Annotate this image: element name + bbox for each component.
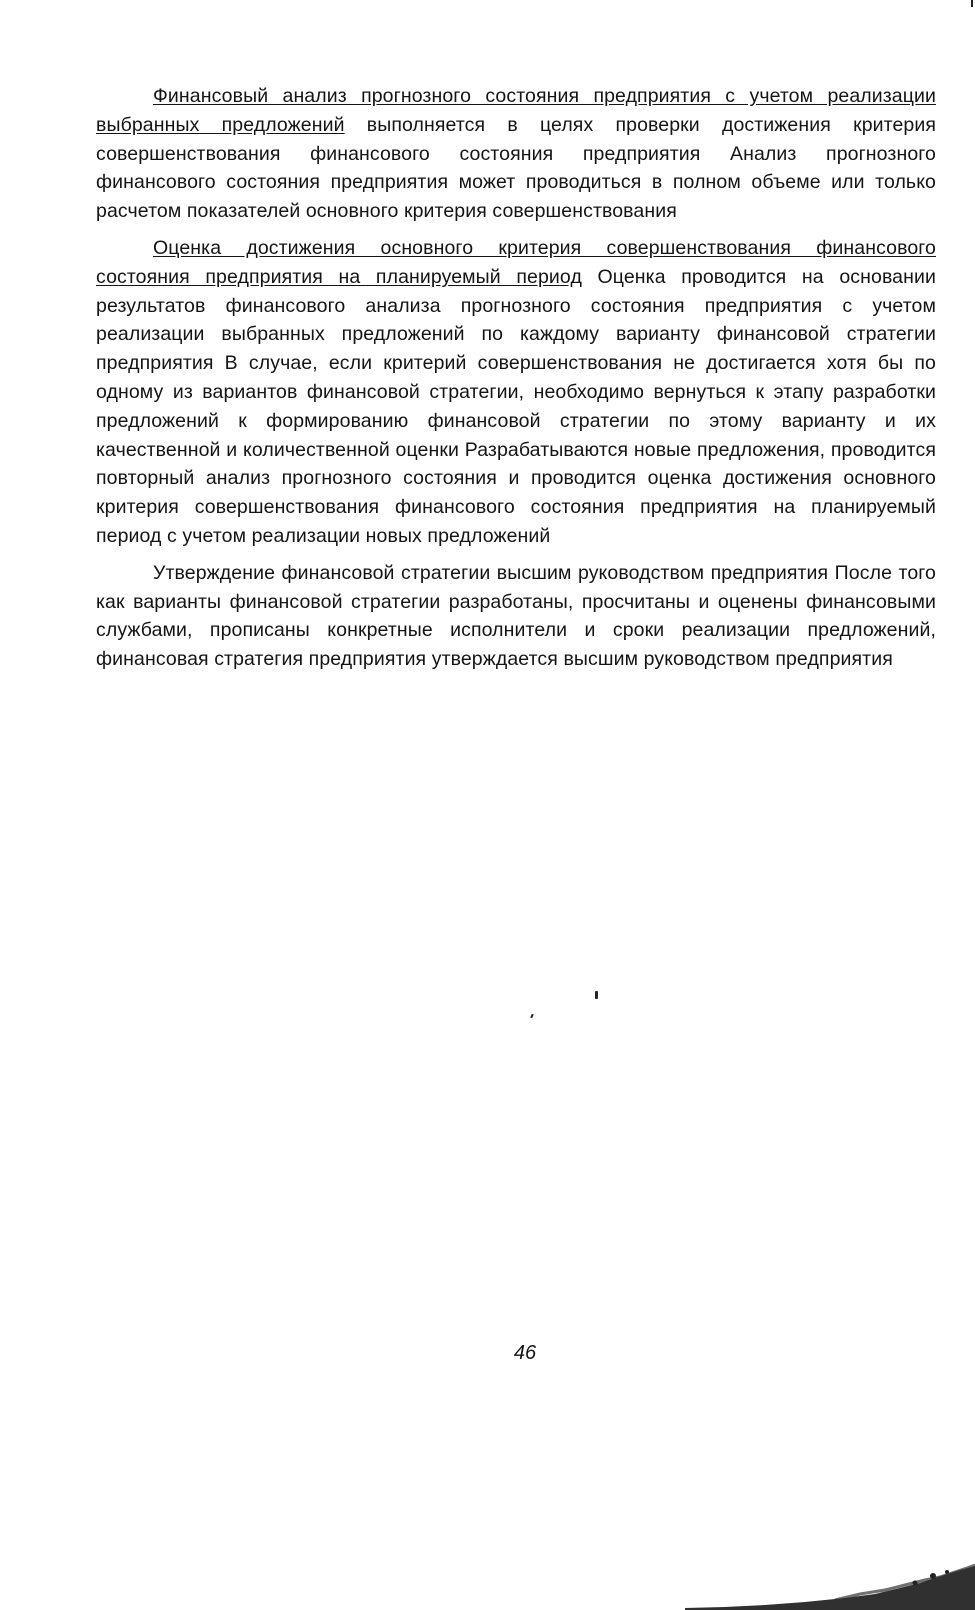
paragraph-text-criterion-evaluation: Оценка проводится на основании результатов финансового анализа прогнозного состояния предприятия с учетом реализации выбранных предложений по каждому варианту финансовой стратегии предприятия В случае, если критерий совершенствования не достигается хотя бы по одному из вариантов финансовой стратегии, необходимо вернуться к этапу разработки предложений к формированию финансовой стратегии по этому варианту и их качественной и количественной оценки Разрабатываются новые предложения, проводится повторный анализ прогнозного состояния и проводится оценка достижения основного критерия совершенствования финансового состояния предприятия на планируемый период с учетом реализации новых предложений [96, 265, 936, 547]
document-body [96, 82, 936, 674]
paragraph-forecast-analysis [96, 82, 936, 226]
scan-speck [595, 991, 598, 999]
paragraph-criterion-evaluation [96, 234, 936, 551]
paragraph-heading-forecast-analysis: Финансовый анализ прогнозного состояния предприятия с учетом реализации выбранных предложений [96, 85, 936, 136]
paragraph-text-strategy-approval: Утверждение финансовой стратегии высшим руководством предприятия После того как варианты финансовой стратегии разработаны, просчитаны и оценены финансовыми службами, прописаны конкретные исполнители и сроки реализации предложений, финансовая стратегия предприятия утверждается высшим руководством предприятия [96, 561, 936, 671]
page-number: 46 [513, 1342, 537, 1364]
paragraph-strategy-approval [96, 559, 936, 674]
paragraph-heading-criterion-evaluation: Оценка достижения основного критерия совершенствования финансового состояния предприятия на планируемый период [96, 236, 936, 288]
scan-tick-mark [971, 0, 973, 7]
paragraph-text-forecast-analysis: выполняется в целях проверки достижения критерия совершенствования финансового состояния предприятия Анализ прогнозного финансового состояния предприятия может проводиться в полном объеме или только расчетом показателей основного критерия совершенствования [96, 113, 936, 223]
scan-speck [530, 1014, 534, 1018]
scan-edge-smudge [685, 1550, 975, 1610]
